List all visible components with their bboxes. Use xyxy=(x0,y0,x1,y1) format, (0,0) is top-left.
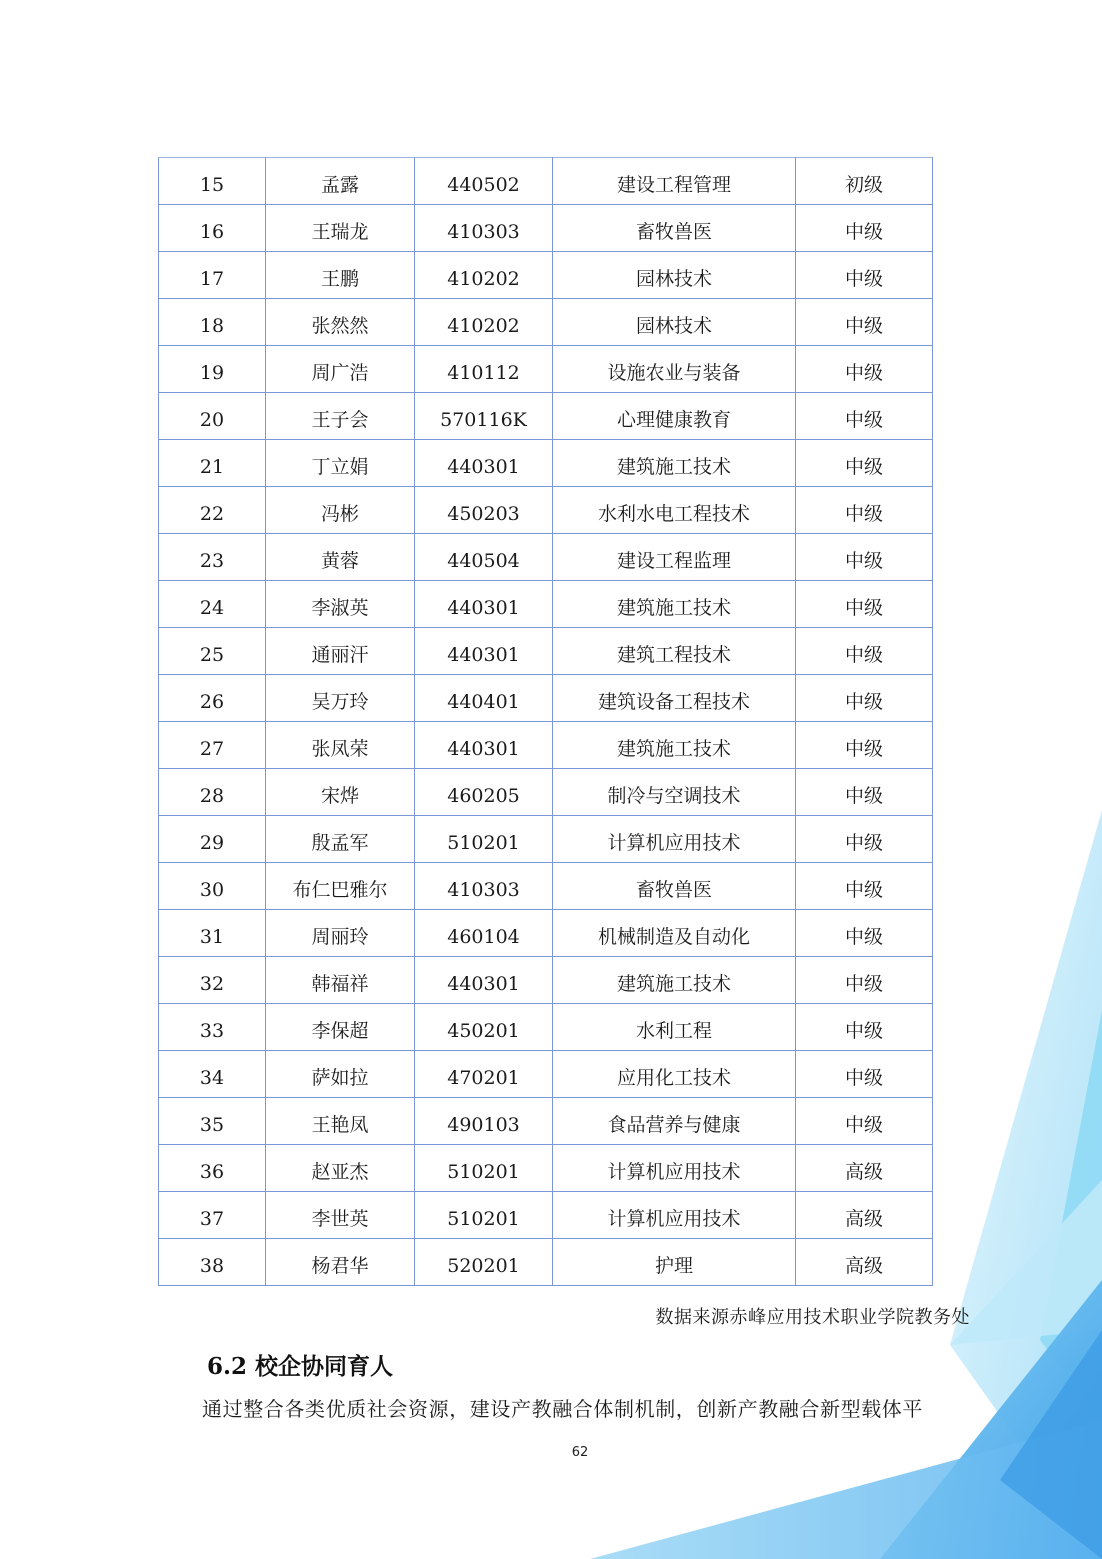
major-name-cell xyxy=(553,1051,796,1098)
major-code-cell-text: 450203 xyxy=(447,502,520,525)
title-level-cell-text: 中级 xyxy=(844,690,883,713)
table-row xyxy=(159,1051,933,1098)
row-index-cell-text: 21 xyxy=(199,455,225,478)
name-cell xyxy=(266,534,415,581)
table-row xyxy=(159,534,933,581)
major-code-cell xyxy=(415,1145,553,1192)
title-level-cell xyxy=(796,252,933,299)
table-row xyxy=(159,769,933,816)
major-code-cell xyxy=(415,299,553,346)
title-level-cell xyxy=(796,346,933,393)
row-index-cell xyxy=(159,722,266,769)
table-row xyxy=(159,1192,933,1239)
title-level-cell-text: 中级 xyxy=(844,972,883,995)
name-cell-text: 王子会 xyxy=(311,408,369,431)
title-level-cell xyxy=(796,1098,933,1145)
row-index-cell-text: 31 xyxy=(199,925,225,948)
row-index-cell-text: 25 xyxy=(199,643,225,666)
major-name-cell xyxy=(553,1192,796,1239)
name-cell xyxy=(266,346,415,393)
row-index-cell-text: 20 xyxy=(199,408,225,431)
name-cell-text: 孟露 xyxy=(320,173,359,196)
major-name-cell-text: 畜牧兽医 xyxy=(635,878,712,901)
major-code-cell xyxy=(415,581,553,628)
title-level-cell xyxy=(796,581,933,628)
row-index-cell-text: 24 xyxy=(199,596,225,619)
row-index-cell xyxy=(159,863,266,910)
major-code-cell-text: 410112 xyxy=(447,361,520,384)
major-code-cell xyxy=(415,722,553,769)
row-index-cell-text: 27 xyxy=(199,737,225,760)
name-cell xyxy=(266,393,415,440)
title-level-cell-text: 中级 xyxy=(844,455,883,478)
row-index-cell xyxy=(159,299,266,346)
name-cell-text: 布仁巴雅尔 xyxy=(292,878,388,901)
major-code-cell-text: 440301 xyxy=(447,972,520,995)
major-name-cell-text: 建筑施工技术 xyxy=(616,455,731,478)
name-cell xyxy=(266,863,415,910)
title-level-cell-text: 高级 xyxy=(844,1160,883,1183)
name-cell xyxy=(266,440,415,487)
major-name-cell xyxy=(553,346,796,393)
title-level-cell xyxy=(796,487,933,534)
row-index-cell xyxy=(159,769,266,816)
major-name-cell-text: 建筑施工技术 xyxy=(616,972,731,995)
name-cell-text: 周广浩 xyxy=(311,361,369,384)
major-name-cell-text: 计算机应用技术 xyxy=(607,1207,741,1230)
major-name-cell xyxy=(553,863,796,910)
major-code-cell xyxy=(415,252,553,299)
row-index-cell xyxy=(159,440,266,487)
title-level-cell-text: 中级 xyxy=(844,925,883,948)
major-code-cell-text: 440401 xyxy=(447,690,520,713)
row-index-cell xyxy=(159,252,266,299)
major-code-cell-text: 510201 xyxy=(447,1160,520,1183)
table-row xyxy=(159,816,933,863)
table-row xyxy=(159,205,933,252)
staff-table xyxy=(158,157,933,1286)
name-cell xyxy=(266,487,415,534)
major-name-cell xyxy=(553,722,796,769)
name-cell-text: 王瑞龙 xyxy=(311,220,369,243)
title-level-cell xyxy=(796,393,933,440)
name-cell-text: 张凤荣 xyxy=(311,737,369,760)
name-cell-text: 萨如拉 xyxy=(311,1066,369,1089)
major-code-cell xyxy=(415,1051,553,1098)
major-code-cell-text: 510201 xyxy=(447,831,520,854)
name-cell-text: 王鹏 xyxy=(320,267,359,290)
name-cell-text: 韩福祥 xyxy=(311,972,369,995)
table-row xyxy=(159,487,933,534)
section-heading: 6.2 校企协同育人 xyxy=(207,1353,394,1380)
title-level-cell xyxy=(796,1051,933,1098)
table-row xyxy=(159,863,933,910)
title-level-cell xyxy=(796,816,933,863)
major-code-cell xyxy=(415,769,553,816)
name-cell-text: 李淑英 xyxy=(311,596,369,619)
row-index-cell xyxy=(159,581,266,628)
title-level-cell xyxy=(796,910,933,957)
major-code-cell-text: 460104 xyxy=(447,925,520,948)
major-name-cell-text: 设施农业与装备 xyxy=(607,361,741,384)
row-index-cell-text: 30 xyxy=(199,878,225,901)
table-row xyxy=(159,158,933,205)
major-code-cell-text: 440301 xyxy=(447,643,520,666)
row-index-cell-text: 18 xyxy=(199,314,225,337)
major-name-cell xyxy=(553,1004,796,1051)
row-index-cell-text: 35 xyxy=(199,1113,225,1136)
title-level-cell-text: 中级 xyxy=(844,784,883,807)
title-level-cell-text: 中级 xyxy=(844,502,883,525)
row-index-cell xyxy=(159,1192,266,1239)
table-row xyxy=(159,252,933,299)
name-cell-text: 吴万玲 xyxy=(311,690,369,713)
row-index-cell-text: 17 xyxy=(199,267,225,290)
row-index-cell xyxy=(159,205,266,252)
major-name-cell xyxy=(553,299,796,346)
major-code-cell xyxy=(415,393,553,440)
major-name-cell-text: 建筑工程技术 xyxy=(616,643,731,666)
name-cell xyxy=(266,769,415,816)
row-index-cell xyxy=(159,393,266,440)
table-row xyxy=(159,910,933,957)
major-name-cell xyxy=(553,534,796,581)
name-cell-text: 张然然 xyxy=(311,314,369,337)
major-code-cell-text: 410202 xyxy=(447,267,520,290)
name-cell xyxy=(266,252,415,299)
row-index-cell xyxy=(159,675,266,722)
title-level-cell xyxy=(796,675,933,722)
row-index-cell xyxy=(159,957,266,1004)
row-index-cell-text: 23 xyxy=(199,549,225,572)
major-name-cell-text: 心理健康教育 xyxy=(616,408,731,431)
title-level-cell-text: 高级 xyxy=(844,1254,883,1277)
row-index-cell-text: 33 xyxy=(199,1019,225,1042)
major-name-cell xyxy=(553,1145,796,1192)
row-index-cell-text: 37 xyxy=(199,1207,225,1230)
name-cell xyxy=(266,816,415,863)
name-cell xyxy=(266,158,415,205)
name-cell-text: 黄蓉 xyxy=(320,549,359,572)
row-index-cell-text: 34 xyxy=(199,1066,225,1089)
table-row xyxy=(159,346,933,393)
major-code-cell xyxy=(415,1192,553,1239)
major-name-cell-text: 护理 xyxy=(654,1254,693,1277)
name-cell-text: 殷孟军 xyxy=(311,831,369,854)
major-name-cell-text: 计算机应用技术 xyxy=(607,1160,741,1183)
title-level-cell-text: 中级 xyxy=(844,267,883,290)
title-level-cell-text: 中级 xyxy=(844,1066,883,1089)
major-name-cell xyxy=(553,440,796,487)
body-paragraph: 通过整合各类优质社会资源，建设产教融合体制机制，创新产教融合新型载体平 xyxy=(202,1397,923,1421)
major-name-cell-text: 建筑设备工程技术 xyxy=(597,690,750,713)
table-row xyxy=(159,1145,933,1192)
title-level-cell-text: 初级 xyxy=(844,173,883,196)
title-level-cell xyxy=(796,769,933,816)
name-cell-text: 杨君华 xyxy=(311,1254,369,1277)
row-index-cell xyxy=(159,534,266,581)
major-name-cell-text: 园林技术 xyxy=(635,267,712,290)
major-code-cell xyxy=(415,158,553,205)
table-row xyxy=(159,299,933,346)
row-index-cell xyxy=(159,1004,266,1051)
name-cell xyxy=(266,957,415,1004)
title-level-cell-text: 中级 xyxy=(844,549,883,572)
major-code-cell-text: 410303 xyxy=(447,220,520,243)
major-name-cell-text: 计算机应用技术 xyxy=(607,831,741,854)
title-level-cell xyxy=(796,628,933,675)
major-name-cell-text: 建筑施工技术 xyxy=(616,596,731,619)
major-name-cell xyxy=(553,816,796,863)
major-code-cell-text: 510201 xyxy=(447,1207,520,1230)
row-index-cell xyxy=(159,1145,266,1192)
major-code-cell xyxy=(415,957,553,1004)
major-code-cell xyxy=(415,487,553,534)
major-name-cell xyxy=(553,252,796,299)
title-level-cell xyxy=(796,205,933,252)
table-row xyxy=(159,675,933,722)
name-cell-text: 通丽汗 xyxy=(311,643,369,666)
major-name-cell xyxy=(553,393,796,440)
major-name-cell xyxy=(553,910,796,957)
major-code-cell-text: 440301 xyxy=(447,596,520,619)
major-code-cell-text: 410303 xyxy=(447,878,520,901)
title-level-cell xyxy=(796,1192,933,1239)
name-cell-text: 周丽玲 xyxy=(311,925,369,948)
major-name-cell-text: 建筑施工技术 xyxy=(616,737,731,760)
table-row xyxy=(159,1098,933,1145)
major-name-cell xyxy=(553,675,796,722)
title-level-cell xyxy=(796,158,933,205)
major-name-cell xyxy=(553,1098,796,1145)
name-cell xyxy=(266,299,415,346)
row-index-cell xyxy=(159,816,266,863)
table-row xyxy=(159,1239,933,1286)
name-cell-text: 王艳凤 xyxy=(311,1113,369,1136)
title-level-cell-text: 中级 xyxy=(844,596,883,619)
major-code-cell xyxy=(415,534,553,581)
major-name-cell xyxy=(553,628,796,675)
name-cell xyxy=(266,722,415,769)
name-cell-text: 赵亚杰 xyxy=(311,1160,369,1183)
page-number: 62 xyxy=(571,1445,589,1460)
major-code-cell xyxy=(415,910,553,957)
major-name-cell-text: 水利工程 xyxy=(635,1019,712,1042)
title-level-cell-text: 中级 xyxy=(844,314,883,337)
major-name-cell xyxy=(553,769,796,816)
name-cell xyxy=(266,628,415,675)
row-index-cell-text: 29 xyxy=(199,831,225,854)
name-cell xyxy=(266,1239,415,1286)
name-cell xyxy=(266,1004,415,1051)
title-level-cell-text: 中级 xyxy=(844,220,883,243)
table-row xyxy=(159,628,933,675)
major-code-cell-text: 440301 xyxy=(447,737,520,760)
title-level-cell-text: 中级 xyxy=(844,1113,883,1136)
row-index-cell-text: 19 xyxy=(199,361,225,384)
staff-table-body xyxy=(159,158,933,1286)
major-name-cell xyxy=(553,158,796,205)
major-code-cell-text: 440301 xyxy=(447,455,520,478)
major-name-cell-text: 园林技术 xyxy=(635,314,712,337)
major-name-cell xyxy=(553,581,796,628)
name-cell xyxy=(266,1051,415,1098)
title-level-cell xyxy=(796,1239,933,1286)
major-name-cell-text: 建设工程监理 xyxy=(616,549,731,572)
title-level-cell-text: 中级 xyxy=(844,643,883,666)
major-code-cell xyxy=(415,346,553,393)
row-index-cell-text: 28 xyxy=(199,784,225,807)
title-level-cell-text: 中级 xyxy=(844,408,883,431)
table-row xyxy=(159,440,933,487)
name-cell-text: 冯彬 xyxy=(320,502,359,525)
name-cell xyxy=(266,675,415,722)
major-code-cell xyxy=(415,440,553,487)
row-index-cell xyxy=(159,1239,266,1286)
row-index-cell-text: 38 xyxy=(199,1254,225,1277)
row-index-cell-text: 16 xyxy=(199,220,225,243)
row-index-cell xyxy=(159,487,266,534)
table-row xyxy=(159,957,933,1004)
major-name-cell-text: 应用化工技术 xyxy=(616,1066,731,1089)
title-level-cell-text: 中级 xyxy=(844,878,883,901)
row-index-cell xyxy=(159,910,266,957)
major-code-cell-text: 460205 xyxy=(447,784,520,807)
name-cell xyxy=(266,1192,415,1239)
major-name-cell-text: 制冷与空调技术 xyxy=(607,784,741,807)
row-index-cell-text: 26 xyxy=(199,690,225,713)
table-row xyxy=(159,581,933,628)
table-row xyxy=(159,393,933,440)
name-cell xyxy=(266,581,415,628)
row-index-cell-text: 32 xyxy=(199,972,225,995)
major-code-cell xyxy=(415,675,553,722)
row-index-cell xyxy=(159,628,266,675)
name-cell xyxy=(266,1145,415,1192)
title-level-cell xyxy=(796,1145,933,1192)
row-index-cell xyxy=(159,1051,266,1098)
row-index-cell-text: 15 xyxy=(199,173,225,196)
row-index-cell xyxy=(159,158,266,205)
title-level-cell xyxy=(796,722,933,769)
major-code-cell-text: 470201 xyxy=(447,1066,520,1089)
major-name-cell-text: 水利水电工程技术 xyxy=(597,502,750,525)
major-code-cell xyxy=(415,628,553,675)
row-index-cell xyxy=(159,1098,266,1145)
major-name-cell-text: 食品营养与健康 xyxy=(607,1113,741,1136)
name-cell-text: 宋烨 xyxy=(320,784,359,807)
major-code-cell-text: 440504 xyxy=(447,549,520,572)
major-code-cell xyxy=(415,1004,553,1051)
major-code-cell-text: 410202 xyxy=(447,314,520,337)
title-level-cell-text: 中级 xyxy=(844,831,883,854)
major-name-cell xyxy=(553,957,796,1004)
major-name-cell-text: 畜牧兽医 xyxy=(635,220,712,243)
title-level-cell xyxy=(796,863,933,910)
name-cell-text: 李保超 xyxy=(311,1019,369,1042)
major-code-cell-text: 520201 xyxy=(447,1254,520,1277)
major-code-cell xyxy=(415,205,553,252)
title-level-cell-text: 中级 xyxy=(844,1019,883,1042)
title-level-cell-text: 高级 xyxy=(844,1207,883,1230)
major-code-cell xyxy=(415,863,553,910)
major-name-cell xyxy=(553,205,796,252)
name-cell xyxy=(266,910,415,957)
row-index-cell xyxy=(159,346,266,393)
title-level-cell xyxy=(796,957,933,1004)
name-cell-text: 丁立娟 xyxy=(311,455,369,478)
data-source-note: 数据来源赤峰应用技术职业学院教务处 xyxy=(655,1307,970,1328)
title-level-cell xyxy=(796,534,933,581)
title-level-cell xyxy=(796,299,933,346)
title-level-cell xyxy=(796,440,933,487)
major-code-cell-text: 440502 xyxy=(447,173,520,196)
name-cell xyxy=(266,205,415,252)
title-level-cell xyxy=(796,1004,933,1051)
major-code-cell-text: 570116K xyxy=(440,408,527,431)
table-row xyxy=(159,1004,933,1051)
major-name-cell xyxy=(553,487,796,534)
major-code-cell xyxy=(415,816,553,863)
name-cell xyxy=(266,1098,415,1145)
name-cell-text: 李世英 xyxy=(311,1207,369,1230)
title-level-cell-text: 中级 xyxy=(844,737,883,760)
major-name-cell xyxy=(553,1239,796,1286)
major-code-cell-text: 490103 xyxy=(447,1113,520,1136)
title-level-cell-text: 中级 xyxy=(844,361,883,384)
major-name-cell-text: 建设工程管理 xyxy=(616,173,731,196)
major-name-cell-text: 机械制造及自动化 xyxy=(597,925,750,948)
major-code-cell xyxy=(415,1239,553,1286)
row-index-cell-text: 36 xyxy=(199,1160,225,1183)
major-code-cell-text: 450201 xyxy=(447,1019,520,1042)
table-row xyxy=(159,722,933,769)
row-index-cell-text: 22 xyxy=(199,502,225,525)
major-code-cell xyxy=(415,1098,553,1145)
